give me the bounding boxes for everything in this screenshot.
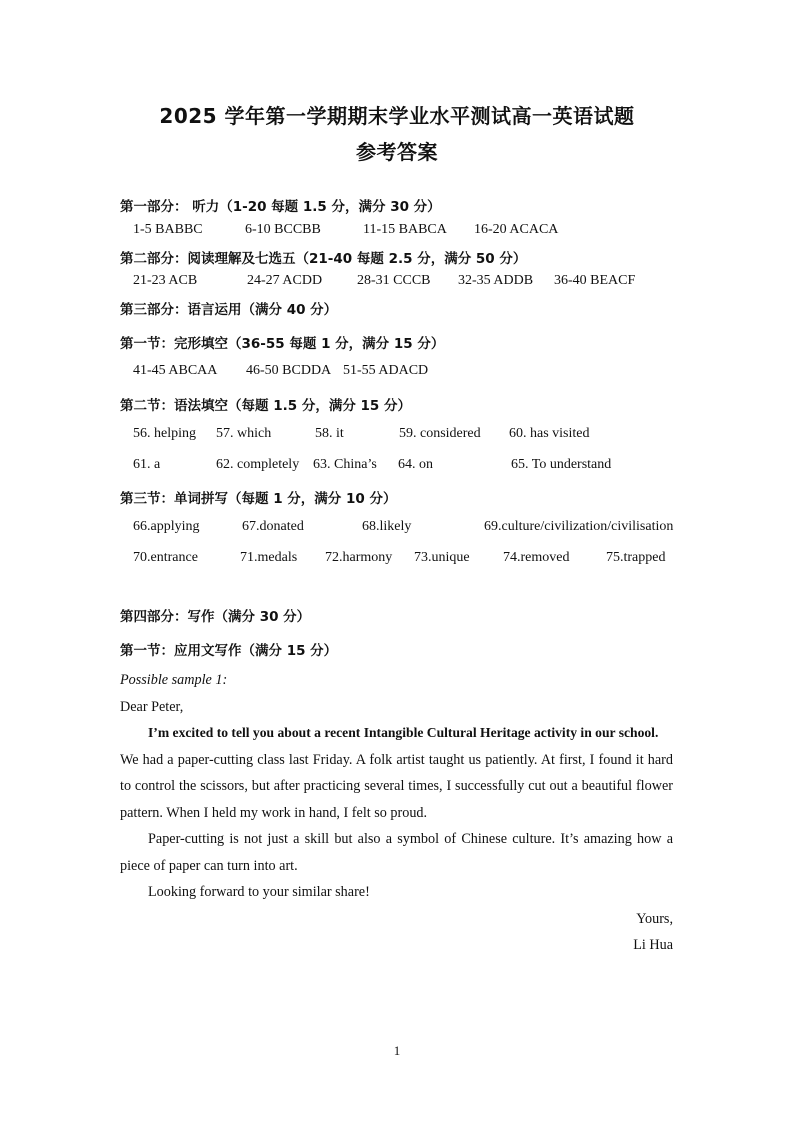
answer-group: 21-23 ACB — [133, 273, 198, 288]
answer-group: 11-15 BABCA — [363, 222, 447, 237]
answer-item: 73.unique — [414, 550, 470, 565]
answer-item: 58. it — [315, 426, 344, 441]
answer-item: 59. considered — [399, 426, 481, 441]
document-subtitle: 参考答案 — [356, 140, 438, 164]
part3-section3-heading: 第三节：单词拼写（每题 1 分，满分 10 分） — [120, 491, 397, 507]
part2-heading: 第二部分：阅读理解及七选五（21-40 每题 2.5 分，满分 50 分） — [120, 251, 527, 267]
letter-body-paragraph: Paper-cutting is not just a skill but also a symbol of Chinese culture. It’s amazing how a piece of paper can turn into art. — [120, 831, 673, 874]
part4-section1-heading: 第一节：应用文写作（满分 15 分） — [120, 643, 338, 659]
answer-group: 51-55 ADACD — [343, 363, 429, 378]
answer-group: 24-27 ACDD — [247, 273, 323, 288]
answer-group: 36-40 BEACF — [554, 273, 636, 288]
page-number: 1 — [393, 1043, 401, 1058]
answer-group: 28-31 CCCB — [357, 273, 431, 288]
sample-label: Possible sample 1: — [120, 672, 228, 688]
answer-item: 62. completely — [216, 457, 300, 472]
answer-item: 67.donated — [242, 519, 304, 534]
part3-heading: 第三部分：语言运用（满分 40 分） — [120, 302, 338, 318]
part3-section1-heading: 第一节：完形填空（36-55 每题 1 分，满分 15 分） — [120, 336, 445, 352]
answer-group: 41-45 ABCAA — [133, 363, 218, 378]
letter-body-paragraph: Looking forward to your similar share! — [148, 884, 370, 900]
answer-item: 61. a — [133, 457, 161, 472]
answer-item: 63. China’s — [313, 457, 377, 472]
letter-signature: Li Hua — [633, 937, 673, 953]
answer-item: 69.culture/civilization/civilisation — [484, 519, 674, 534]
answer-item: 65. To understand — [511, 457, 612, 472]
answer-item: 75.trapped — [606, 550, 666, 565]
part1-heading: 第一部分： 听力（1-20 每题 1.5 分，满分 30 分） — [120, 199, 441, 215]
letter-greeting: Dear Peter, — [120, 698, 184, 715]
document-title: 2025 学年第一学期期末学业水平测试高一英语试题 — [159, 104, 635, 128]
answer-item: 70.entrance — [133, 550, 198, 565]
answer-item: 72.harmony — [325, 550, 393, 565]
answer-group: 16-20 ACACA — [474, 222, 559, 237]
letter-body-paragraph: We had a paper-cutting class last Friday. A folk artist taught us patiently. At first, I found it hard to control the scissors, but after practicing several times, I successfully cut out a beautiful flower pattern. When I held my work in hand, I felt so proud. — [120, 751, 673, 821]
letter-opening: I’m excited to tell you about a recent Intangible Cultural Heritage activity in our school. — [148, 725, 659, 740]
answer-group: 1-5 BABBC — [133, 222, 203, 237]
answer-group: 6-10 BCCBB — [245, 222, 321, 237]
answer-item: 71.medals — [240, 550, 298, 565]
answer-group: 46-50 BCDDA — [246, 363, 332, 378]
answer-item: 64. on — [398, 457, 433, 472]
answer-item: 66.applying — [133, 519, 200, 534]
sample-letter — [120, 667, 673, 959]
part3-section2-heading: 第二节：语法填空（每题 1.5 分，满分 15 分） — [120, 398, 412, 414]
answer-item: 57. which — [216, 426, 272, 441]
answer-item: 74.removed — [503, 550, 570, 565]
answer-item: 60. has visited — [509, 426, 590, 441]
answer-item: 68.likely — [362, 519, 412, 534]
answer-item: 56. helping — [133, 426, 196, 441]
part4-heading: 第四部分：写作（满分 30 分） — [120, 609, 311, 625]
letter-closing: Yours, — [636, 910, 673, 927]
answer-group: 32-35 ADDB — [458, 273, 534, 288]
